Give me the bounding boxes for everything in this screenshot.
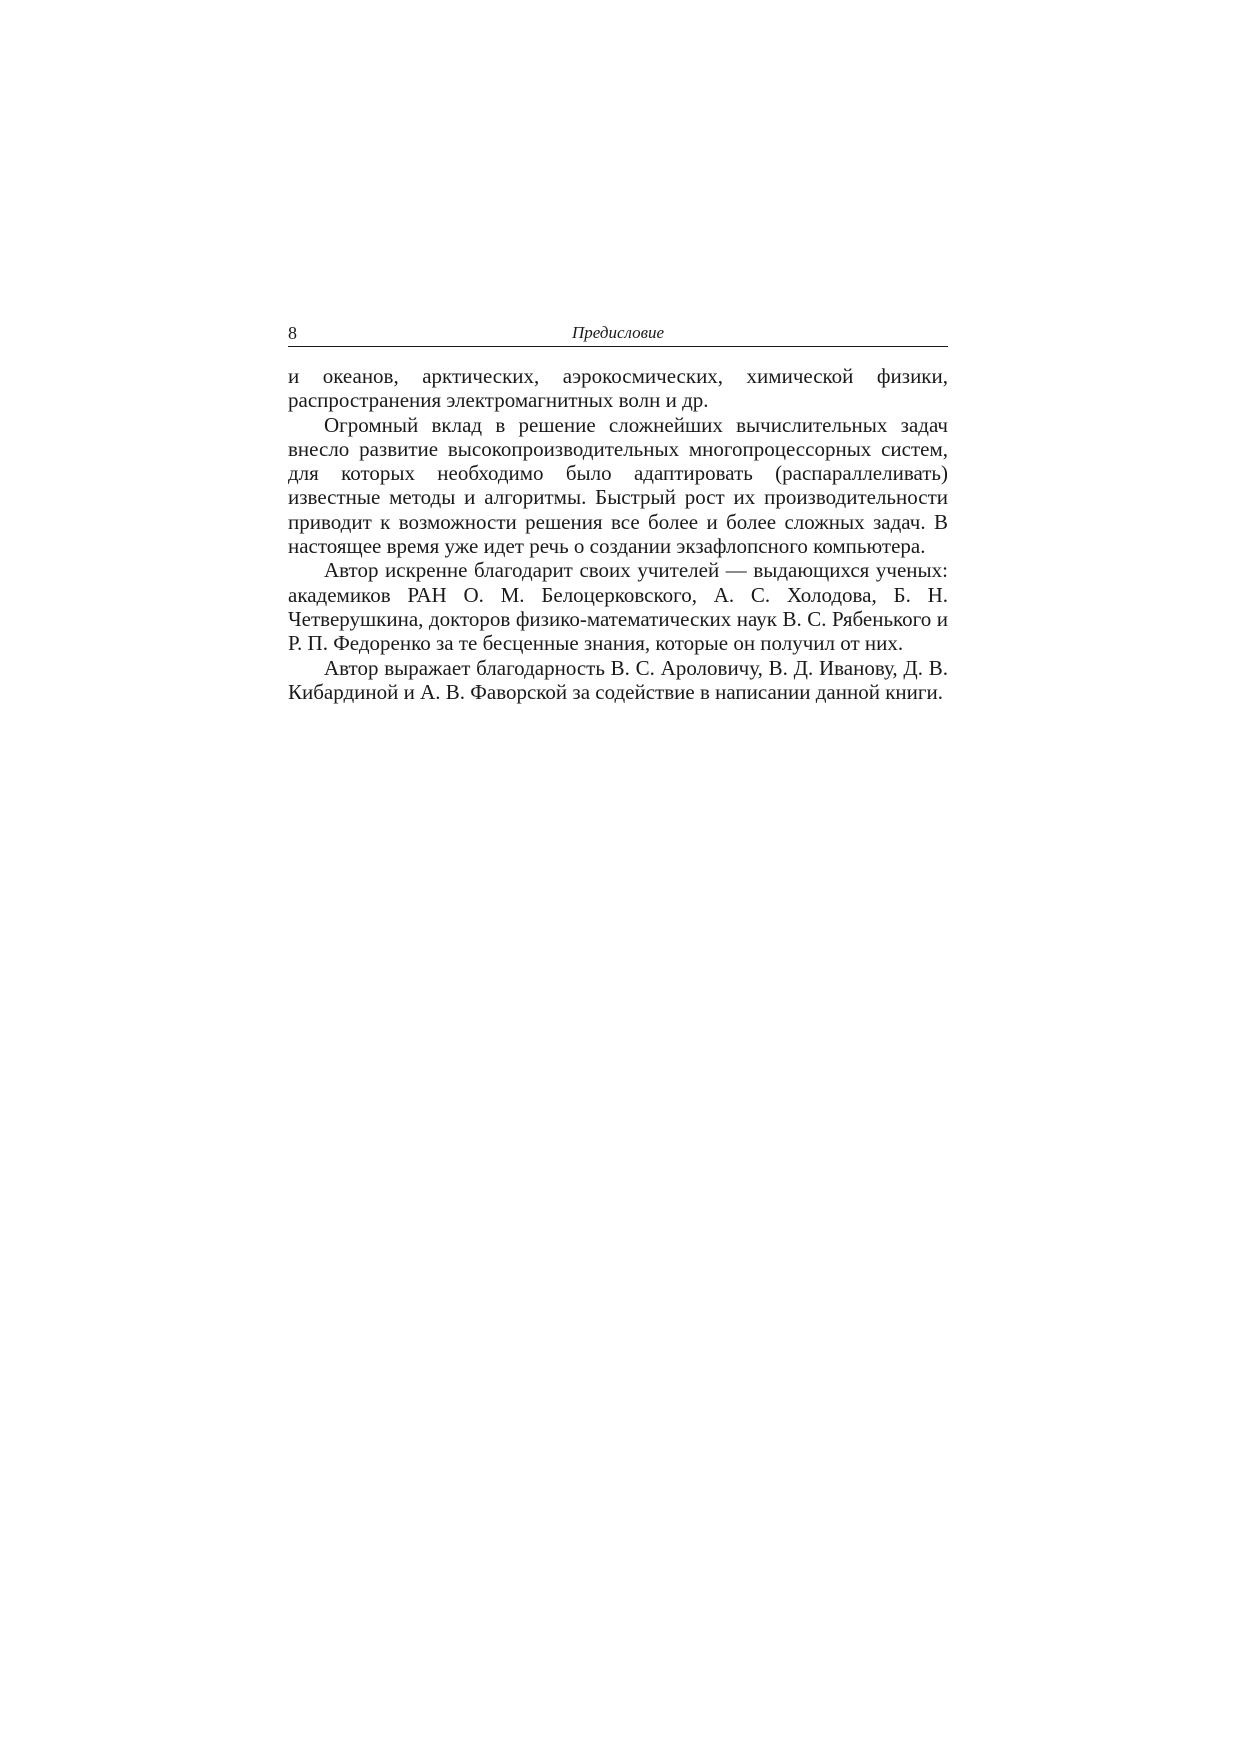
page-number: 8 (288, 323, 297, 343)
paragraph-continuation: и океанов, арктических, аэрокосмических, химической физики, распространения электромагнитных волн и др. (288, 364, 948, 413)
paragraph-contributors-acknowledgment: Автор выражает благодарность В. С. Ароловичу, В. Д. Иванову, Д. В. Кибардиной и А. В. Фаворской за содействие в написании данной книги. (288, 655, 948, 704)
running-title: Предисловие (571, 323, 665, 342)
paragraph-computing-systems: Огромный вклад в решение сложнейших вычислительных задач внесло развитие высокопроизводительных многопроцессорных систем, для которых необходимо было адаптировать (распараллеливать) известные методы и алгоритмы. Быстрый рост их производительности приводит к возможности решения все более и более сложных задач. В настоящее время уже идет речь о создании экзафлопсного компьютера. (288, 412, 948, 559)
body-text (288, 364, 948, 704)
page-header (288, 322, 948, 347)
paragraph-teachers-acknowledgment: Автор искренне благодарит своих учителей — выдающихся ученых: академиков РАН О. М. Белоцерковского, А. С. Холодова, Б. Н. Четверушкина, докторов физико-математических наук В. С. Рябенького и Р. П. Федоренко за те бесценные знания, которые он получил от них. (288, 558, 948, 656)
